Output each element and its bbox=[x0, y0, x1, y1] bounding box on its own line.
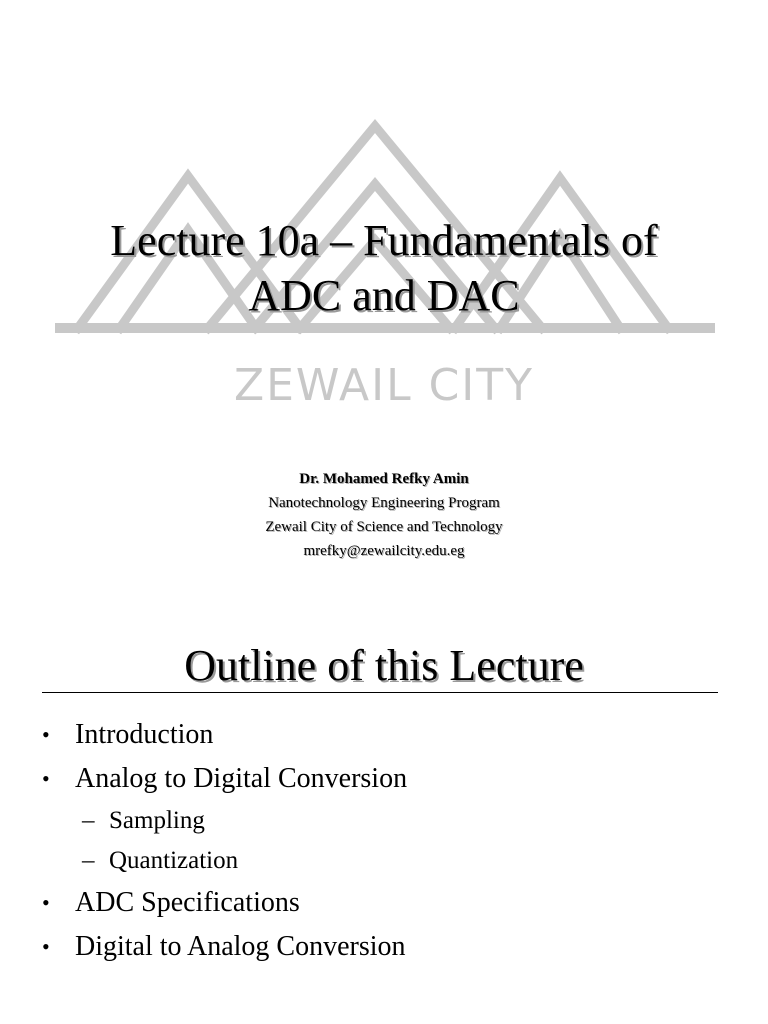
outline-list bbox=[42, 713, 732, 969]
title-divider bbox=[42, 692, 718, 693]
bullet-marker: • bbox=[42, 934, 50, 959]
sub-marker: – bbox=[82, 847, 95, 874]
list-item-label: Introduction bbox=[75, 719, 214, 750]
bullet-marker: • bbox=[42, 766, 50, 791]
outline-slide bbox=[0, 600, 768, 1024]
author-email: mrefky@zewailcity.edu.eg bbox=[303, 543, 465, 559]
author-program: Nanotechnology Engineering Program bbox=[268, 495, 500, 511]
sub-list-item bbox=[42, 841, 732, 881]
author-name: Dr. Mohamed Refky Amin bbox=[299, 471, 469, 487]
sub-list-item bbox=[42, 801, 732, 841]
lecture-title bbox=[0, 213, 768, 323]
list-item-label: Analog to Digital Conversion bbox=[75, 763, 408, 794]
author-block bbox=[0, 467, 768, 563]
bullet-marker: • bbox=[42, 722, 50, 747]
sub-list-item-label: Quantization bbox=[109, 847, 239, 874]
list-item bbox=[42, 925, 732, 969]
list-item bbox=[42, 881, 732, 925]
outline-title: Outline of this Lecture bbox=[184, 641, 584, 690]
list-item-label: Digital to Analog Conversion bbox=[75, 931, 406, 962]
list-item bbox=[42, 713, 732, 757]
lecture-title-line-1: Lecture 10a – Fundamentals of bbox=[110, 216, 658, 265]
logo-text: ZEWAIL CITY bbox=[233, 360, 535, 411]
author-institution: Zewail City of Science and Technology bbox=[265, 519, 503, 535]
list-item bbox=[42, 757, 732, 801]
list-item-label: ADC Specifications bbox=[75, 887, 300, 918]
sub-list-item-label: Sampling bbox=[109, 807, 205, 834]
sub-marker: – bbox=[82, 807, 95, 834]
lecture-title-line-2: ADC and DAC bbox=[248, 271, 520, 320]
bullet-marker: • bbox=[42, 890, 50, 915]
